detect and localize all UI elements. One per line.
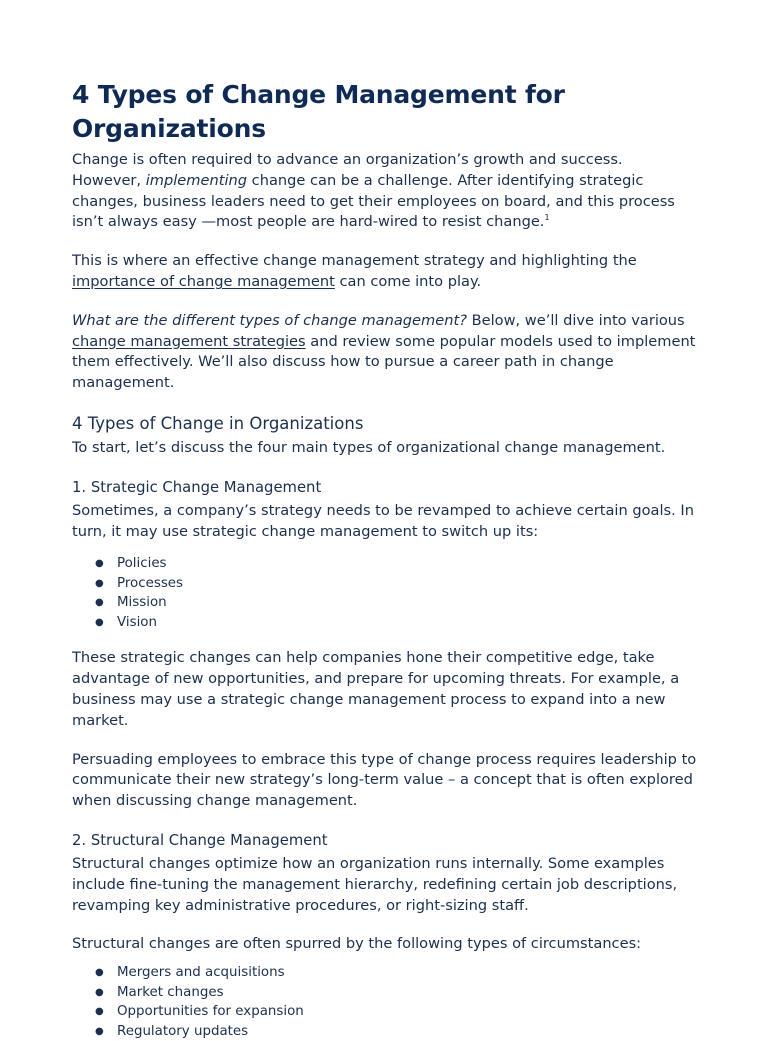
bullet-icon: ● — [95, 1006, 104, 1018]
bullet-icon: ● — [95, 558, 104, 570]
list-item: ● Policies — [117, 554, 708, 574]
strategic-intro: Sometimes, a company’s strategy needs to be revamped to achieve certain goals. In turn, it may use strategic change management to switch up its: — [72, 501, 694, 540]
para3-question: What are the different types of change management? — [72, 311, 467, 329]
bullet-icon: ● — [95, 967, 104, 979]
list-item: ● Mission — [117, 593, 708, 613]
para3-before: Below, we’ll dive into various — [466, 311, 685, 329]
importance-of-change-management-link[interactable]: importance of change management — [72, 272, 335, 290]
intro-paragraph — [72, 150, 708, 233]
change-management-strategies-link[interactable]: change management strategies — [72, 332, 306, 350]
bullet-icon: ● — [95, 597, 104, 609]
bullet-icon: ● — [95, 1025, 104, 1037]
list-item: ● Mergers and acquisitions — [117, 963, 708, 983]
structural-list — [72, 963, 708, 1041]
intro-implementing: implementing — [145, 171, 248, 189]
list-item: ● Vision — [117, 613, 708, 633]
list-item: ● Opportunities for expansion — [117, 1002, 708, 1022]
types-question-paragraph — [72, 311, 708, 394]
intro-line1: Change is often required to advance an organization’s growth and success. — [72, 151, 623, 168]
article-title: 4 Types of Change Management for Organizations — [72, 80, 565, 143]
strategic-list — [72, 554, 708, 632]
structural-lead: Structural changes are often spurred by the following types of circumstances: — [72, 935, 642, 953]
footnote-marker[interactable]: 1 — [544, 213, 550, 223]
para2-before: This is where an effective change management strategy and highlighting the — [72, 252, 637, 270]
intro-rest: change can be a challenge. After identifying strategic changes, business leaders need to get their employees on board, and this process isn’t always easy —most people are hard-wired to resist change. — [72, 171, 675, 231]
bullet-icon: ● — [95, 577, 104, 589]
list-item: ● Processes — [117, 574, 708, 594]
bullet-icon: ● — [95, 616, 104, 628]
para2-after: can come into play. — [334, 272, 482, 290]
strategic-para1: These strategic changes can help companies hone their competitive edge, take advantage of new opportunities, and prepare for upcoming threats. For example, a business may use a strategic change management process to expand into a new market. — [72, 649, 680, 729]
para3-after: and review some popular models used to implement them effectively. We’ll also discuss how to pursue a career path in change management. — [72, 332, 696, 392]
bullet-icon: ● — [95, 986, 104, 998]
structural-heading: 2. Structural Change Management — [72, 831, 328, 849]
strategic-heading: 1. Strategic Change Management — [72, 478, 322, 496]
structural-intro: Structural changes optimize how an organization runs internally. Some examples include fine-tuning the management hierarchy, redefining certain job descriptions, revamping key administrative procedures, or right-sizing staff. — [72, 854, 678, 914]
list-item: ● Market changes — [117, 983, 708, 1003]
intro-however: However, — [72, 171, 146, 189]
strategic-para2: Persuading employees to embrace this type of change process requires leadership to communicate their new strategy’s long-term value – a concept that is often explored when discussing change management. — [72, 750, 697, 810]
section-heading: 4 Types of Change in Organizations — [72, 413, 364, 433]
list-item: ● Regulatory updates — [117, 1022, 708, 1041]
importance-paragraph — [72, 251, 708, 293]
section-intro: To start, let’s discuss the four main types of organizational change management. — [72, 438, 666, 456]
